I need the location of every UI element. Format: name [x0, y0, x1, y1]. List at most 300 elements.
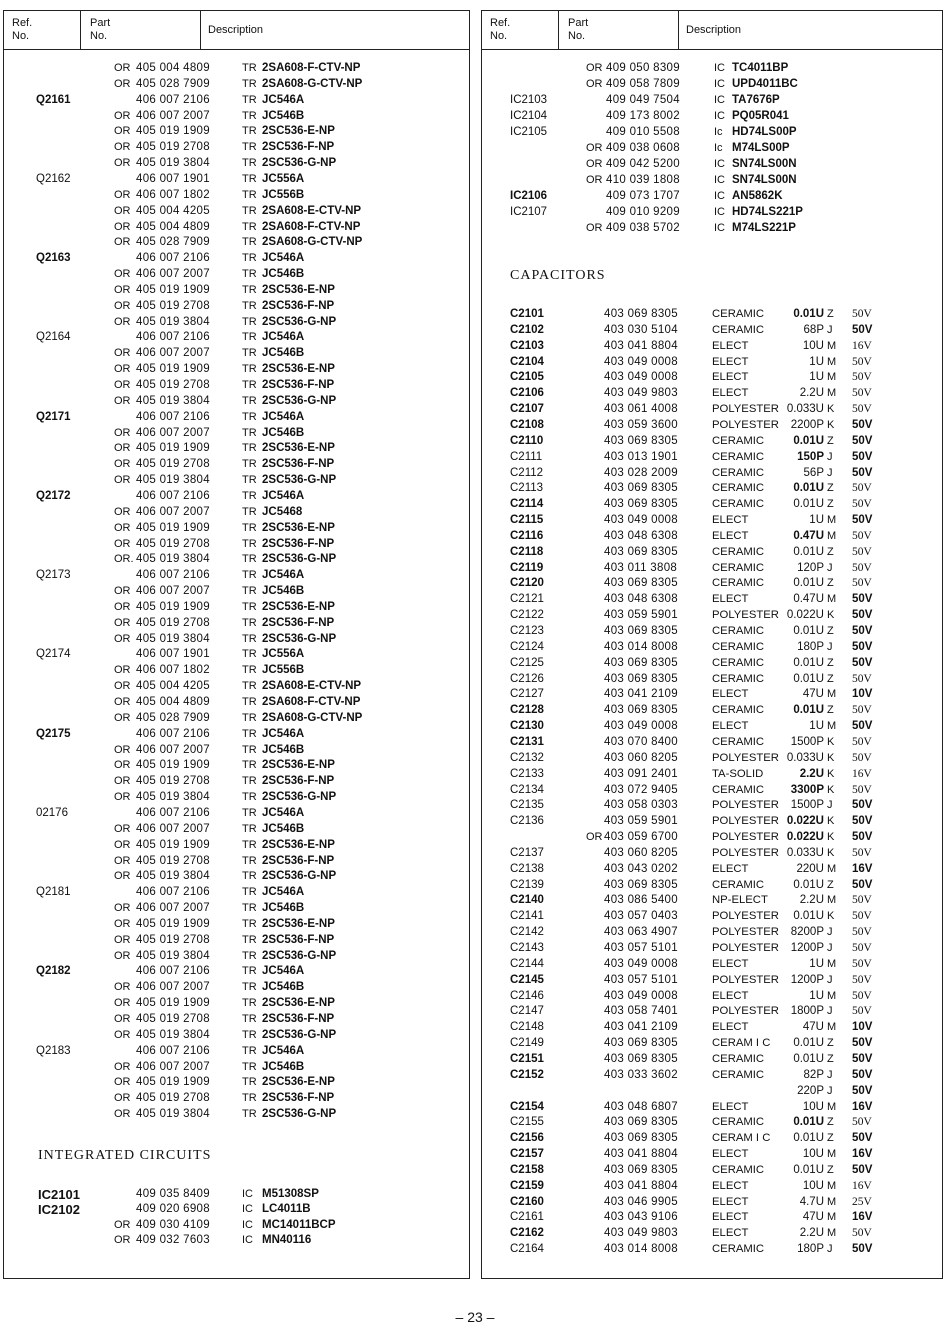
part-no: 403 013 1901 [604, 450, 678, 463]
part-voltage: 50V [852, 989, 872, 1002]
part-prefix: OR [114, 1013, 131, 1025]
part-voltage: 50V [852, 799, 873, 812]
part-prefix: OR [586, 78, 603, 90]
part-type: TR [242, 1076, 257, 1089]
table-row [4, 427, 469, 440]
part-type: IC [714, 94, 725, 106]
column-header [482, 11, 942, 50]
part-tolerance: K [827, 609, 835, 622]
table-row [4, 728, 469, 741]
table-row [482, 673, 942, 686]
part-voltage: 50V [852, 672, 872, 685]
part-voltage: 50V [852, 609, 873, 622]
part-tolerance: M [827, 720, 837, 733]
part-no: 406 007 2106 [136, 1044, 210, 1057]
header-description: Description [208, 24, 264, 36]
part-type: TR [242, 331, 257, 344]
header-part-no: Part No. [90, 17, 111, 42]
table-row [482, 190, 942, 203]
part-tolerance: M [827, 593, 837, 606]
table-row [482, 435, 942, 448]
part-name: JC546B [262, 268, 305, 281]
table-row [482, 815, 942, 828]
part-prefix: OR [114, 442, 131, 455]
part-no: 405 019 2708 [136, 1092, 210, 1105]
table-row [482, 1101, 942, 1114]
ref-no: C2141 [510, 910, 544, 923]
part-description: CERAMIC [712, 640, 765, 653]
part-name: 2SC536-F-NP [262, 1013, 335, 1025]
part-tolerance: J [827, 640, 833, 653]
part-name: 2SC536-E-NP [262, 442, 335, 455]
part-no: 403 014 8008 [604, 640, 678, 653]
part-name: JC546A [262, 93, 305, 106]
part-value: 0.022U [786, 831, 824, 844]
part-no: 403 033 3602 [604, 1068, 678, 1081]
ref-no: C2119 [510, 561, 544, 574]
part-prefix: OR [114, 664, 131, 677]
ref-no: IC2107 [510, 206, 548, 218]
table-row [482, 174, 942, 187]
table-row [482, 498, 942, 511]
part-description: CERAMIC [712, 1052, 765, 1065]
part-no: 405 019 1909 [136, 759, 210, 772]
part-no: 403 060 8205 [604, 846, 678, 859]
part-name: 2SC536-F-NP [262, 537, 335, 550]
part-voltage: 50V [852, 640, 873, 653]
table-row [482, 625, 942, 638]
part-no: 405 019 3804 [136, 157, 210, 170]
ref-no: C2133 [510, 767, 544, 780]
part-no: 403 043 0202 [604, 862, 678, 875]
part-value: 0.033U [786, 751, 824, 764]
part-description: POLYESTER [712, 846, 779, 859]
table-row [4, 807, 469, 820]
part-name: 2SC536-G-NP [262, 870, 337, 883]
header-ref-no: Ref. No. [490, 17, 511, 42]
part-no: 406 007 2007 [136, 585, 210, 598]
part-prefix: OR [114, 600, 131, 613]
part-no: 409 038 0608 [606, 142, 680, 154]
part-no: 406 007 2106 [136, 410, 210, 423]
part-prefix: OR [114, 1092, 131, 1105]
part-type: IC [242, 1187, 253, 1200]
table-row [4, 981, 469, 994]
part-tolerance: Z [827, 1052, 834, 1065]
part-description: ELECT [712, 720, 749, 733]
part-no: 403 069 8305 [604, 1116, 678, 1129]
part-tolerance: Z [827, 1132, 834, 1145]
part-description: CERAMIC [712, 625, 765, 637]
part-name: 2SC536-G-NP [262, 553, 337, 566]
ref-no: C2113 [510, 482, 544, 495]
part-no: 403 030 5104 [604, 323, 678, 336]
part-name: 2SC536-G-NP [262, 474, 337, 487]
part-no: 406 007 2106 [136, 727, 210, 740]
part-value: 47U [802, 1021, 824, 1034]
part-description: POLYESTER [712, 751, 779, 764]
part-description: POLYESTER [712, 403, 779, 416]
part-value: 1U [809, 989, 824, 1002]
part-tolerance: Z [827, 625, 834, 637]
part-no: 406 007 2007 [136, 1060, 210, 1073]
table-row [482, 78, 942, 91]
part-no: 403 057 5101 [604, 942, 678, 954]
part-type: TR [242, 1092, 257, 1105]
ref-no: C2148 [510, 1021, 544, 1034]
part-tolerance: Z [827, 498, 834, 511]
part-prefix: OR [114, 268, 131, 281]
part-name: JC546B [262, 822, 305, 835]
ref-no: C2134 [510, 783, 544, 796]
part-name: JC546B [262, 743, 305, 756]
ref-no: C2136 [510, 815, 544, 828]
part-tolerance: J [827, 799, 833, 812]
part-no: 403 041 8804 [604, 1148, 678, 1161]
part-no: 403 059 6700 [604, 831, 678, 844]
part-description: CERAMIC [712, 450, 765, 463]
part-no: 403 049 9803 [604, 1227, 678, 1240]
part-prefix: OR [114, 505, 131, 518]
part-description: CERAMIC [712, 323, 765, 336]
part-prefix: OR [114, 759, 131, 772]
part-description: ELECT [712, 593, 749, 606]
part-name: 2SC536-E-NP [262, 917, 335, 930]
part-voltage: 50V [852, 1005, 872, 1018]
part-voltage: 50V [852, 450, 873, 463]
part-no: 405 004 4809 [136, 696, 210, 708]
part-name: 2SA608-E-CTV-NP [262, 680, 362, 693]
ref-no: C2101 [510, 308, 544, 320]
part-voltage: 50V [852, 1116, 872, 1129]
table-row [482, 1085, 942, 1098]
ref-no: C2103 [510, 339, 544, 352]
part-type: TR [242, 220, 257, 233]
part-no: 403 028 2009 [604, 466, 678, 479]
ref-no: IC2105 [510, 126, 548, 138]
part-no: 405 019 1909 [136, 125, 210, 138]
ref-no: C2116 [510, 529, 544, 542]
table-row [482, 1021, 942, 1034]
part-no: 405 019 1909 [136, 283, 210, 296]
part-name: 2SC536-E-NP [262, 600, 335, 613]
part-type: TR [242, 283, 257, 296]
part-prefix: OR [586, 222, 603, 234]
part-no: 406 007 2106 [136, 331, 210, 344]
header-description: Description [686, 24, 742, 36]
header-part-no: Part No. [568, 17, 589, 42]
table-row [4, 221, 469, 234]
ref-no: C2152 [510, 1068, 544, 1081]
part-description: ELECT [712, 688, 749, 701]
part-description: POLYESTER [712, 1005, 779, 1018]
part-description: CERAMIC [712, 577, 765, 590]
part-voltage: 50V [852, 498, 872, 511]
table-row [4, 902, 469, 915]
table-row [4, 712, 469, 725]
part-type: TR [242, 1108, 257, 1121]
part-prefix: OR [114, 870, 131, 883]
table-row [482, 94, 942, 107]
part-value: 0.01U [793, 625, 824, 637]
part-voltage: 50V [852, 910, 872, 923]
table-row [482, 142, 942, 155]
table-row [4, 680, 469, 693]
part-prefix: OR [114, 1218, 131, 1231]
part-prefix: OR [114, 157, 131, 170]
part-no: 405 004 4205 [136, 680, 210, 693]
part-name: 2SC536-G-NP [262, 791, 337, 804]
table-row [4, 1188, 469, 1201]
ref-no: C2159 [510, 1179, 544, 1192]
part-type: TR [242, 172, 257, 185]
part-no: 409 050 8309 [606, 62, 680, 74]
part-prefix: OR [114, 1028, 131, 1041]
part-no: 403 069 8305 [604, 704, 678, 717]
part-type: TR [242, 600, 257, 613]
part-no: 405 019 3804 [136, 1108, 210, 1121]
part-description: CERAM I C [712, 1132, 771, 1145]
part-prefix: OR [114, 521, 131, 534]
part-name: 2SC536-G-NP [262, 394, 337, 407]
table-row [4, 300, 469, 313]
part-no: 403 069 8305 [604, 577, 678, 590]
part-no: 405 019 3804 [136, 1028, 210, 1041]
part-no: 403 069 8305 [604, 498, 678, 511]
part-no: 405 004 4205 [136, 204, 210, 217]
table-row [4, 791, 469, 804]
part-voltage: 50V [852, 514, 873, 527]
ref-no: C2121 [510, 593, 544, 606]
part-no: 403 069 8305 [604, 1037, 678, 1050]
ref-no: IC2103 [510, 94, 548, 106]
part-voltage: 50V [852, 1163, 873, 1176]
part-name: 2SC536-G-NP [262, 157, 337, 170]
part-no: 405 019 2708 [136, 379, 210, 391]
part-voltage: 50V [852, 1227, 872, 1240]
part-type: TR [242, 632, 257, 645]
part-prefix: OR [114, 220, 131, 233]
part-no: 405 019 3804 [136, 791, 210, 804]
part-value: 1U [809, 720, 824, 733]
part-name: MC14011BCP [262, 1218, 336, 1231]
part-no: 405 019 3804 [136, 949, 210, 962]
part-no: 403 049 0008 [604, 355, 678, 368]
part-description: POLYESTER [712, 973, 779, 986]
part-description: CERAMIC [712, 1243, 765, 1256]
table-row [482, 1211, 942, 1224]
part-description: CERAMIC [712, 878, 765, 891]
part-no: 409 042 5200 [606, 158, 680, 170]
part-voltage: 50V [852, 878, 873, 891]
ref-no: Q2162 [36, 172, 71, 185]
part-prefix: OR [114, 394, 131, 407]
ref-no: Q2161 [36, 93, 71, 106]
part-prefix: OR [114, 141, 131, 154]
part-prefix: OR [114, 711, 131, 724]
part-no: 409 173 8002 [606, 110, 680, 122]
part-tolerance: K [827, 910, 835, 923]
part-no: 405 019 2708 [136, 775, 210, 788]
ref-no: Q2181 [36, 886, 71, 899]
part-no: 406 007 2007 [136, 902, 210, 915]
part-type: TR [242, 1044, 257, 1057]
part-value: 1U [809, 957, 824, 970]
part-no: 403 069 8305 [604, 1163, 678, 1176]
table-row [4, 284, 469, 297]
table-row [4, 331, 469, 344]
part-prefix: OR [114, 1108, 131, 1121]
part-value: 1800P [790, 1005, 824, 1018]
part-type: TR [242, 997, 257, 1010]
ref-no: C2138 [510, 862, 544, 875]
part-no: 403 048 6807 [604, 1100, 678, 1113]
part-prefix: OR [114, 299, 131, 312]
part-description: CERAMIC [712, 498, 765, 511]
part-no: 403 041 2109 [604, 688, 678, 701]
part-prefix: OR [114, 616, 131, 629]
part-name: TC4011BP [732, 62, 789, 74]
part-tolerance: J [827, 450, 833, 463]
part-no: 406 007 2106 [136, 886, 210, 899]
part-name: 2SA608-G-CTV-NP [262, 711, 363, 724]
part-type: TR [242, 696, 257, 708]
part-no: 405 019 3804 [136, 553, 210, 566]
part-prefix: OR [114, 62, 131, 74]
part-name: JC556A [262, 172, 305, 185]
part-name: UPD4011BC [732, 78, 798, 90]
part-value: 3300P [790, 783, 824, 796]
ref-no: Q2173 [36, 569, 71, 582]
part-voltage: 50V [852, 783, 872, 796]
part-type: TR [242, 902, 257, 915]
part-tolerance: M [827, 355, 837, 368]
part-voltage: 50V [852, 942, 872, 954]
table-row [482, 1164, 942, 1177]
part-no: 406 007 1802 [136, 664, 210, 677]
part-type: TR [242, 489, 257, 502]
part-prefix: OR [114, 917, 131, 930]
part-value: 180P [797, 640, 824, 653]
part-value: 2.2U [799, 894, 824, 907]
table-row [4, 1013, 469, 1026]
part-no: 403 086 5400 [604, 894, 678, 907]
part-description: POLYESTER [712, 609, 779, 622]
ref-no: IC2104 [510, 110, 548, 122]
part-prefix: OR [114, 822, 131, 835]
table-row [482, 847, 942, 860]
ref-no: Q2172 [36, 489, 71, 502]
part-name: HD74LS221P [732, 206, 803, 218]
part-value: 0.01U [793, 878, 824, 891]
part-voltage: 16V [852, 767, 872, 780]
part-no: 403 069 8305 [604, 308, 678, 320]
ref-no: C2151 [510, 1052, 544, 1065]
ref-no: C2139 [510, 878, 544, 891]
part-tolerance: M [827, 688, 837, 701]
part-name: JC546A [262, 331, 305, 344]
ref-no: C2140 [510, 894, 544, 907]
part-tolerance: J [827, 1243, 833, 1256]
part-no: 403 057 5101 [604, 973, 678, 986]
part-no: 406 007 2007 [136, 109, 210, 122]
part-value: 0.01U [793, 910, 824, 923]
part-value: 0.01U [793, 704, 824, 717]
part-no: 403 063 4907 [604, 926, 678, 939]
part-tolerance: Z [827, 308, 834, 320]
part-voltage: 50V [852, 418, 873, 431]
part-value: 120P [797, 561, 824, 574]
part-name: 2SC536-F-NP [262, 1092, 335, 1105]
part-description: ELECT [712, 1227, 749, 1240]
part-no: 403 069 8305 [604, 482, 678, 495]
part-description: CERAMIC [712, 1116, 765, 1129]
part-prefix: OR [114, 743, 131, 756]
part-prefix: OR [114, 949, 131, 962]
part-value: 0.033U [786, 846, 824, 859]
table-row [4, 205, 469, 218]
part-name: M74LS221P [732, 222, 796, 234]
part-voltage: 50V [852, 1243, 873, 1256]
part-name: 2SC536-E-NP [262, 838, 335, 851]
part-voltage: 50V [852, 1084, 873, 1097]
part-no: 409 049 7504 [606, 94, 680, 106]
part-prefix: OR [114, 838, 131, 851]
table-row [4, 664, 469, 677]
part-no: 405 019 1909 [136, 917, 210, 930]
part-prefix: OR [114, 379, 131, 391]
ref-no: C2106 [510, 387, 544, 400]
table-row [482, 482, 942, 495]
table-row [4, 918, 469, 931]
table-row [4, 696, 469, 709]
table-row [4, 1219, 469, 1232]
part-no: 405 004 4809 [136, 220, 210, 233]
parts-column-right [481, 10, 943, 1279]
part-name: 2SC536-G-NP [262, 1108, 337, 1121]
part-type: TR [242, 616, 257, 629]
table-row [482, 609, 942, 622]
part-value: 0.47U [793, 529, 824, 542]
part-no: 405 019 1909 [136, 600, 210, 613]
part-no: 405 019 3804 [136, 394, 210, 407]
part-no: 403 069 8305 [604, 878, 678, 891]
ref-no: C2125 [510, 656, 544, 669]
part-name: 2SC536-F-NP [262, 775, 335, 788]
table-row [4, 1029, 469, 1042]
part-value: 0.01U [793, 545, 824, 558]
part-type: IC [714, 222, 725, 234]
part-tolerance: M [827, 514, 837, 527]
ref-no: IC2101 [38, 1186, 80, 1202]
page-number: – 23 – [455, 1309, 495, 1325]
table-row [482, 419, 942, 432]
table-row [4, 347, 469, 360]
part-tolerance: M [827, 894, 837, 907]
table-row [4, 78, 469, 91]
table-row [482, 1227, 942, 1240]
part-prefix: OR [114, 283, 131, 296]
part-no: 405 019 1909 [136, 521, 210, 534]
part-no: 406 007 1901 [136, 172, 210, 185]
part-type: Ic [714, 142, 723, 154]
part-no: 405 019 2708 [136, 933, 210, 946]
part-type: TR [242, 62, 257, 74]
part-description: CERAMIC [712, 561, 765, 574]
table-row [482, 1037, 942, 1050]
table-row [4, 94, 469, 107]
table-row [4, 1061, 469, 1074]
